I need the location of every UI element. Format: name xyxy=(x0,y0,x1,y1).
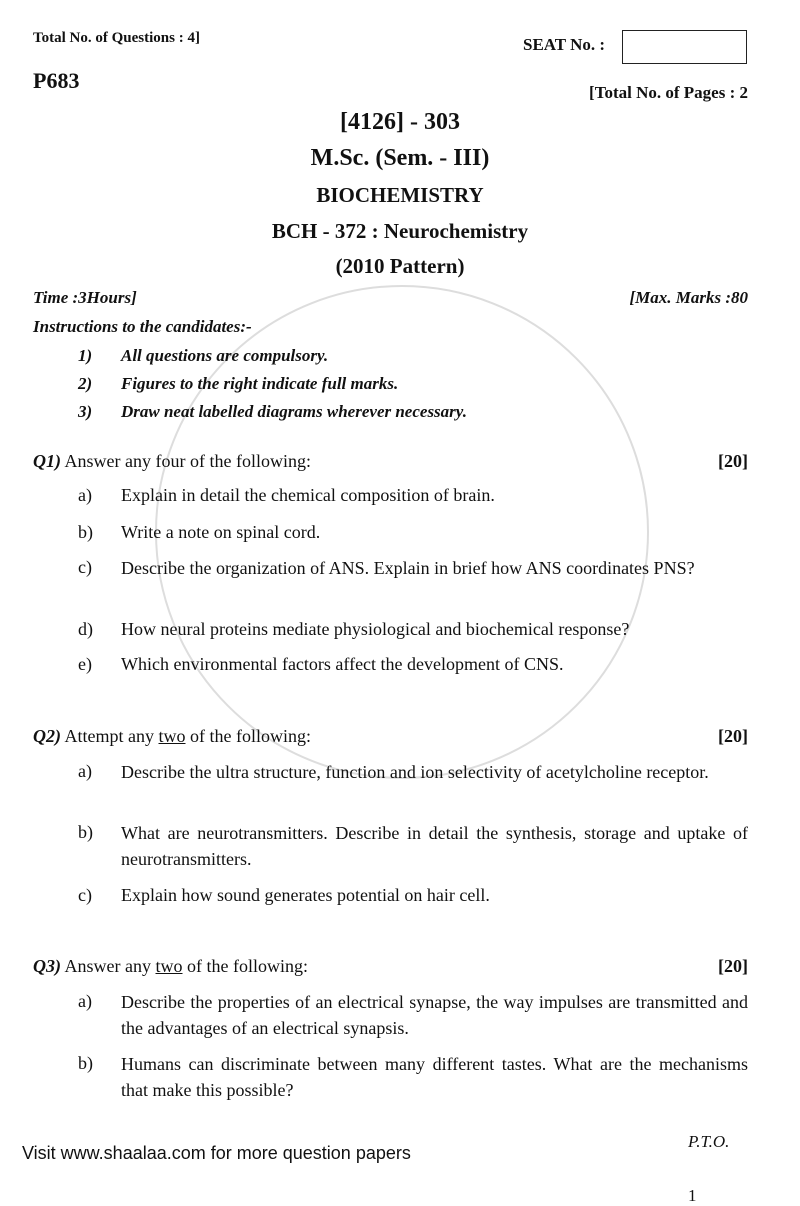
question-prompt: Answer any xyxy=(64,956,151,976)
question-marks: [20] xyxy=(718,451,748,471)
max-marks: [Max. Marks :80 xyxy=(629,288,748,307)
instruction-text: All questions are compulsory. xyxy=(121,346,329,365)
instruction-text: Figures to the right indicate full marks. xyxy=(121,374,399,393)
pattern-title: (2010 Pattern) xyxy=(335,254,465,278)
item-text: Humans can discriminate between many different tastes. What are the mechanisms that make this possible? xyxy=(121,1054,748,1100)
item-label: a) xyxy=(78,991,92,1011)
item-text: How neural proteins mediate physiological and biochemical response? xyxy=(121,619,630,639)
question-prompt: Attempt any xyxy=(64,726,154,746)
item-text: What are neurotransmitters. Describe in detail the synthesis, storage and uptake of neurotransmitters. xyxy=(121,823,748,869)
item-label: a) xyxy=(78,485,92,505)
paper-title: BCH - 372 : Neurochemistry xyxy=(271,219,529,243)
question-prompt: of the following: xyxy=(190,726,311,746)
pto: P.T.O. xyxy=(688,1132,730,1151)
exam-code: [4126] - 303 xyxy=(340,109,460,135)
instruction-number: 1) xyxy=(78,346,93,365)
total-questions: Total No. of Questions : 4] xyxy=(33,30,200,46)
item-label: c) xyxy=(78,557,92,577)
paper-code: P683 xyxy=(33,68,80,93)
subject-title: BIOCHEMISTRY xyxy=(316,183,484,207)
question-marks: [20] xyxy=(718,956,748,976)
total-pages: [Total No. of Pages : 2 xyxy=(589,83,748,102)
question-header xyxy=(33,956,308,977)
question-number: Q3) xyxy=(33,956,61,976)
course-title: M.Sc. (Sem. - III) xyxy=(310,145,490,171)
instruction-text: Draw neat labelled diagrams wherever necessary. xyxy=(121,402,467,421)
item-label: b) xyxy=(78,522,93,542)
instructions-heading: Instructions to the candidates:- xyxy=(33,317,252,336)
item-label: e) xyxy=(78,654,92,674)
instruction-number: 3) xyxy=(78,402,93,421)
question-prompt: of the following: xyxy=(187,956,308,976)
item-label: d) xyxy=(78,619,93,639)
item-label: a) xyxy=(78,761,92,781)
item-label: b) xyxy=(78,1053,93,1073)
item-text: Write a note on spinal cord. xyxy=(121,522,321,542)
question-prompt-emphasis: two xyxy=(158,726,186,746)
item-label: b) xyxy=(78,822,93,842)
question-prompt: Answer any four of the following: xyxy=(64,451,311,471)
instruction-number: 2) xyxy=(78,374,93,393)
item-text: Describe the ultra structure, function and ion selectivity of acetylcholine receptor. xyxy=(121,762,709,782)
question-marks: [20] xyxy=(718,726,748,746)
question-number: Q1) xyxy=(33,451,61,471)
item-text: Describe the properties of an electrical synapse, the way impulses are transmitted and the advantages of an electrical synapsis. xyxy=(121,992,748,1038)
item-text: Explain how sound generates potential on hair cell. xyxy=(121,885,490,905)
item-text: Which environmental factors affect the development of CNS. xyxy=(121,654,564,674)
question-header xyxy=(33,726,311,747)
seat-label: SEAT No. : xyxy=(523,35,606,54)
page-number: 1 xyxy=(688,1186,697,1205)
item-label: c) xyxy=(78,885,92,905)
footer-visit-text: Visit www.shaalaa.com for more question papers xyxy=(22,1143,411,1163)
time: Time :3Hours] xyxy=(33,288,137,307)
question-header xyxy=(33,451,311,472)
item-text: Describe the organization of ANS. Explain in brief how ANS coordinates PNS? xyxy=(121,558,695,578)
seat-number-box xyxy=(622,30,747,64)
item-text: Explain in detail the chemical composition of brain. xyxy=(121,485,495,505)
question-number: Q2) xyxy=(33,726,61,746)
question-prompt-emphasis: two xyxy=(155,956,183,976)
